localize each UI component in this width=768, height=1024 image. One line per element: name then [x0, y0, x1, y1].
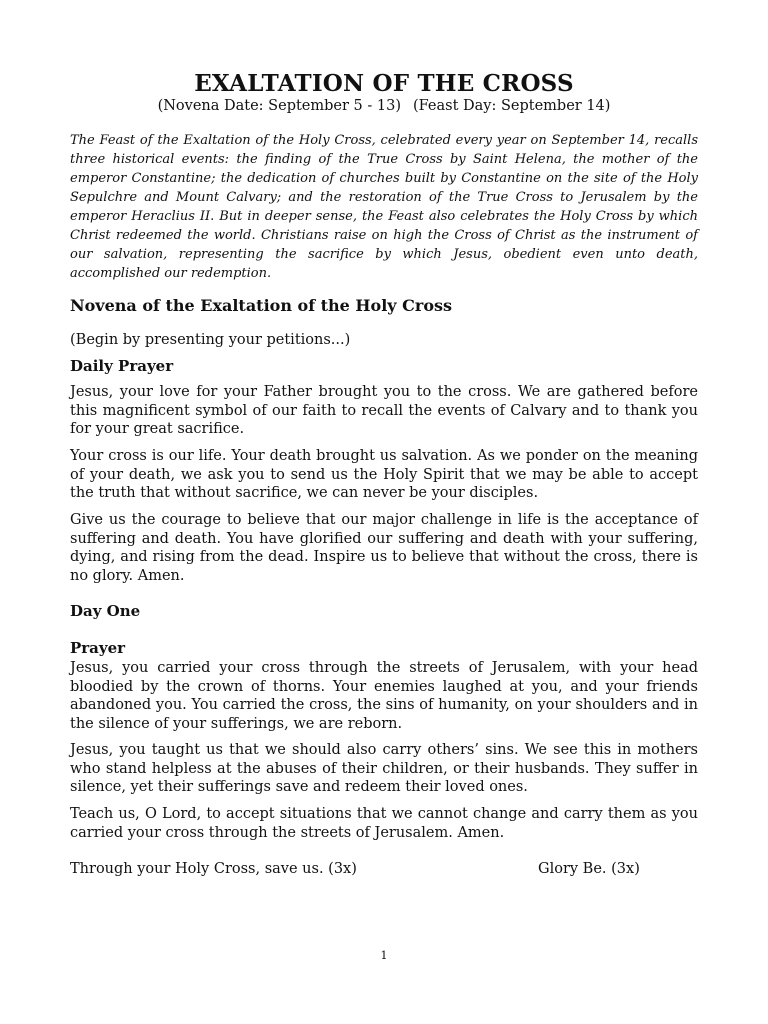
- day-one-paragraph: Jesus, you carried your cross through the streets of Jerusalem, with your head bloodied by the crown of thorns. Your enemies laughed at you, and your friends abandoned you. You carried the cross, the sins of humanity, on your shoulders and in the silence of your sufferings, we are reborn.: [70, 660, 698, 732]
- daily-prayer-paragraph: Give us the courage to believe that our major challenge in life is the acceptance of suffering and death. You have glorified our suffering and death with your suffering, dying, and rising from the dead. Inspire us to believe that without the cross, there is no glory. Amen.: [70, 512, 698, 584]
- glory-be: Glory Be. (3x): [538, 861, 640, 877]
- prayer-heading: Prayer: [70, 639, 126, 657]
- novena-heading: Novena of the Exaltation of the Holy Cross: [70, 296, 453, 315]
- daily-prayer-paragraph: Jesus, your love for your Father brought you to the cross. We are gathered before this magnificent symbol of our faith to recall the events of Calvary and to thank you for your great sacrifice.: [70, 384, 698, 437]
- novena-date: (Novena Date: September 5 - 13): [157, 98, 401, 114]
- feast-day: (Feast Day: September 14): [412, 98, 611, 114]
- page-subtitle: [70, 98, 698, 114]
- daily-prayer-heading: Daily Prayer: [70, 357, 174, 375]
- page-title: EXALTATION OF THE CROSS: [194, 70, 574, 97]
- day-one-heading: Day One: [70, 602, 141, 620]
- day-one-paragraph: Jesus, you taught us that we should also carry others’ sins. We see this in mothers who stand helpless at the abuses of their children, or their husbands. They suffer in silence, yet their sufferings save and redeem their loved ones.: [70, 742, 698, 795]
- day-one-paragraph: Teach us, O Lord, to accept situations that we cannot change and carry them as you carried your cross through the streets of Jerusalem. Amen.: [70, 806, 698, 841]
- petitions-instruction: (Begin by presenting your petitions...): [70, 332, 351, 348]
- daily-prayer-paragraph: Your cross is our life. Your death brought us salvation. As we ponder on the meaning of your death, we ask you to send us the Holy Spirit that we may be able to accept the truth that without sacrifice, we can never be your disciples.: [70, 448, 698, 501]
- intro-paragraph: The Feast of the Exaltation of the Holy Cross, celebrated every year on September 14, recalls three historical events: the finding of the True Cross by Saint Helena, the mother of the emperor Constantine; the dedication of churches built by Constantine on the site of the Holy Sepulchre and Mount Calvary; and the restoration of the True Cross to Jerusalem by the emperor Heraclius II. But in deeper sense, the Feast also celebrates the Holy Cross by which Christ redeemed the world. Christians raise on high the Cross of Christ as the instrument of our salvation, representing the sacrifice by which Jesus, obedient even unto death, accomplished our redemption.: [70, 133, 698, 281]
- closing-invocation: Through your Holy Cross, save us. (3x): [70, 861, 357, 877]
- page-number: 1: [380, 949, 388, 962]
